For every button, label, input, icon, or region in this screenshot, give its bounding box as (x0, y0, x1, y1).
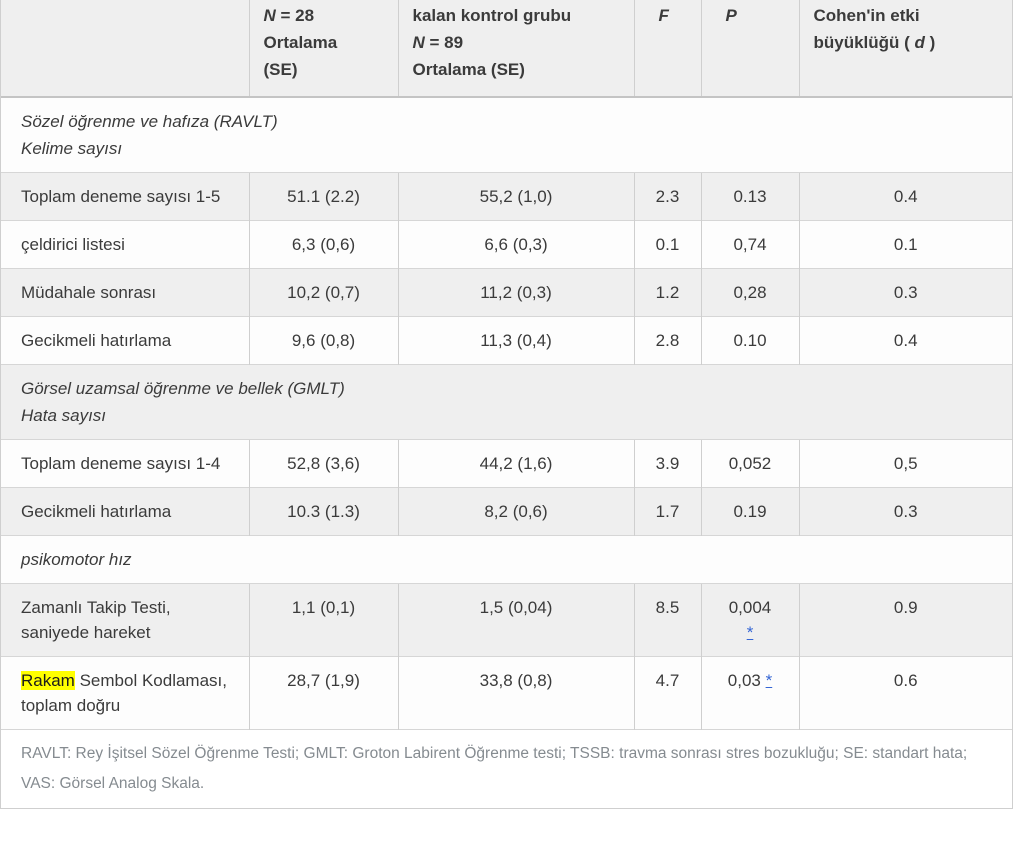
cell-mean-n89: 11,3 (0,4) (398, 317, 634, 365)
cell-f: 8.5 (634, 584, 701, 657)
cell-f: 1.7 (634, 488, 701, 536)
cell-label: Zamanlı Takip Testi, saniyede hareket (1, 584, 249, 657)
cell-label: Toplam deneme sayısı 1-5 (1, 173, 249, 221)
table-row (1, 584, 1012, 657)
cell-f: 3.9 (634, 440, 701, 488)
cell-label: Müdahale sonrası (1, 269, 249, 317)
section-line: Sözel öğrenme ve hafıza (RAVLT) (21, 112, 278, 131)
cell-mean-n28: 1,1 (0,1) (249, 584, 398, 657)
cell-mean-n28: 51.1 (2.2) (249, 173, 398, 221)
cell-p: 0,74 (701, 221, 799, 269)
header-row (1, 0, 1012, 97)
search-highlight: Rakam (21, 671, 75, 690)
cell-mean-n28: 10,2 (0,7) (249, 269, 398, 317)
header-line: Cohen'in etki (813, 6, 920, 25)
cell-mean-n89: 55,2 (1,0) (398, 173, 634, 221)
cell-f: 2.8 (634, 317, 701, 365)
cell-p: 0.13 (701, 173, 799, 221)
section-header-label (1, 97, 1012, 173)
results-table (1, 0, 1012, 808)
cell-mean-n89: 11,2 (0,3) (398, 269, 634, 317)
cell-f: 4.7 (634, 657, 701, 730)
column-header-effect-size (799, 0, 1012, 97)
cell-mean-n28: 10.3 (1.3) (249, 488, 398, 536)
cell-label: Toplam deneme sayısı 1-4 (1, 440, 249, 488)
table-row (1, 173, 1012, 221)
column-header-control-group (398, 0, 634, 97)
section-line: Kelime sayısı (21, 139, 123, 158)
cell-p: 0.19 (701, 488, 799, 536)
cell-f: 1.2 (634, 269, 701, 317)
column-header-n28 (249, 0, 398, 97)
header-line: büyüklüğü ( d ) (813, 33, 936, 52)
table-footnote: RAVLT: Rey İşitsel Sözel Öğrenme Testi; GMLT: Groton Labirent Öğrenme testi; TSSB: travma sonrası stres bozukluğu; SE: standart hata; VAS: Görsel Analog Skala. (1, 730, 1012, 809)
cell-p: 0,052 (701, 440, 799, 488)
column-header-f (634, 0, 701, 97)
cell-label: Gecikmeli hatırlama (1, 488, 249, 536)
cell-p: 0,004 * (701, 584, 799, 657)
cell-effect-size: 0.6 (799, 657, 1012, 730)
header-line: kalan kontrol grubu (412, 6, 572, 25)
cell-mean-n89: 1,5 (0,04) (398, 584, 634, 657)
cell-mean-n89: 33,8 (0,8) (398, 657, 634, 730)
header-line: P (725, 6, 737, 25)
cell-effect-size: 0.3 (799, 269, 1012, 317)
section-header-row (1, 536, 1012, 584)
cell-f: 2.3 (634, 173, 701, 221)
column-header-empty (1, 0, 249, 97)
table-row (1, 221, 1012, 269)
cell-effect-size: 0.4 (799, 317, 1012, 365)
cell-mean-n28: 52,8 (3,6) (249, 440, 398, 488)
table-row (1, 488, 1012, 536)
header-line: N = 28 (263, 6, 315, 25)
cell-label: Gecikmeli hatırlama (1, 317, 249, 365)
cell-mean-n28: 6,3 (0,6) (249, 221, 398, 269)
table-row (1, 440, 1012, 488)
table-row (1, 657, 1012, 730)
table-header (1, 0, 1012, 97)
footnote-link[interactable]: * (765, 671, 773, 690)
cell-label: çeldirici listesi (1, 221, 249, 269)
header-line: F (658, 6, 669, 25)
column-header-p (701, 0, 799, 97)
cell-effect-size: 0.4 (799, 173, 1012, 221)
section-line: Görsel uzamsal öğrenme ve bellek (GMLT) (21, 379, 345, 398)
header-line: (SE) (263, 60, 298, 79)
section-header-label (1, 365, 1012, 440)
cell-effect-size: 0.9 (799, 584, 1012, 657)
cell-p: 0,03 * (701, 657, 799, 730)
cell-p: 0.10 (701, 317, 799, 365)
section-header-label (1, 536, 1012, 584)
cell-f: 0.1 (634, 221, 701, 269)
cell-effect-size: 0,5 (799, 440, 1012, 488)
cell-p: 0,28 (701, 269, 799, 317)
header-line: Ortalama (SE) (412, 60, 525, 79)
table-body (1, 97, 1012, 808)
cell-mean-n89: 44,2 (1,6) (398, 440, 634, 488)
header-line: N = 89 (412, 33, 464, 52)
cell-mean-n89: 6,6 (0,3) (398, 221, 634, 269)
section-line: Hata sayısı (21, 406, 107, 425)
table-footnote-row (1, 730, 1012, 809)
cell-mean-n28: 28,7 (1,9) (249, 657, 398, 730)
cell-effect-size: 0.3 (799, 488, 1012, 536)
cell-effect-size: 0.1 (799, 221, 1012, 269)
cell-label: Rakam Sembol Kodlaması, toplam doğru (1, 657, 249, 730)
cell-mean-n28: 9,6 (0,8) (249, 317, 398, 365)
footnote-link[interactable]: * (746, 623, 754, 642)
section-line: psikomotor hız (21, 550, 132, 569)
section-header-row (1, 365, 1012, 440)
table-row (1, 317, 1012, 365)
section-header-row (1, 97, 1012, 173)
header-line: Ortalama (263, 33, 338, 52)
table-row (1, 269, 1012, 317)
cell-mean-n89: 8,2 (0,6) (398, 488, 634, 536)
